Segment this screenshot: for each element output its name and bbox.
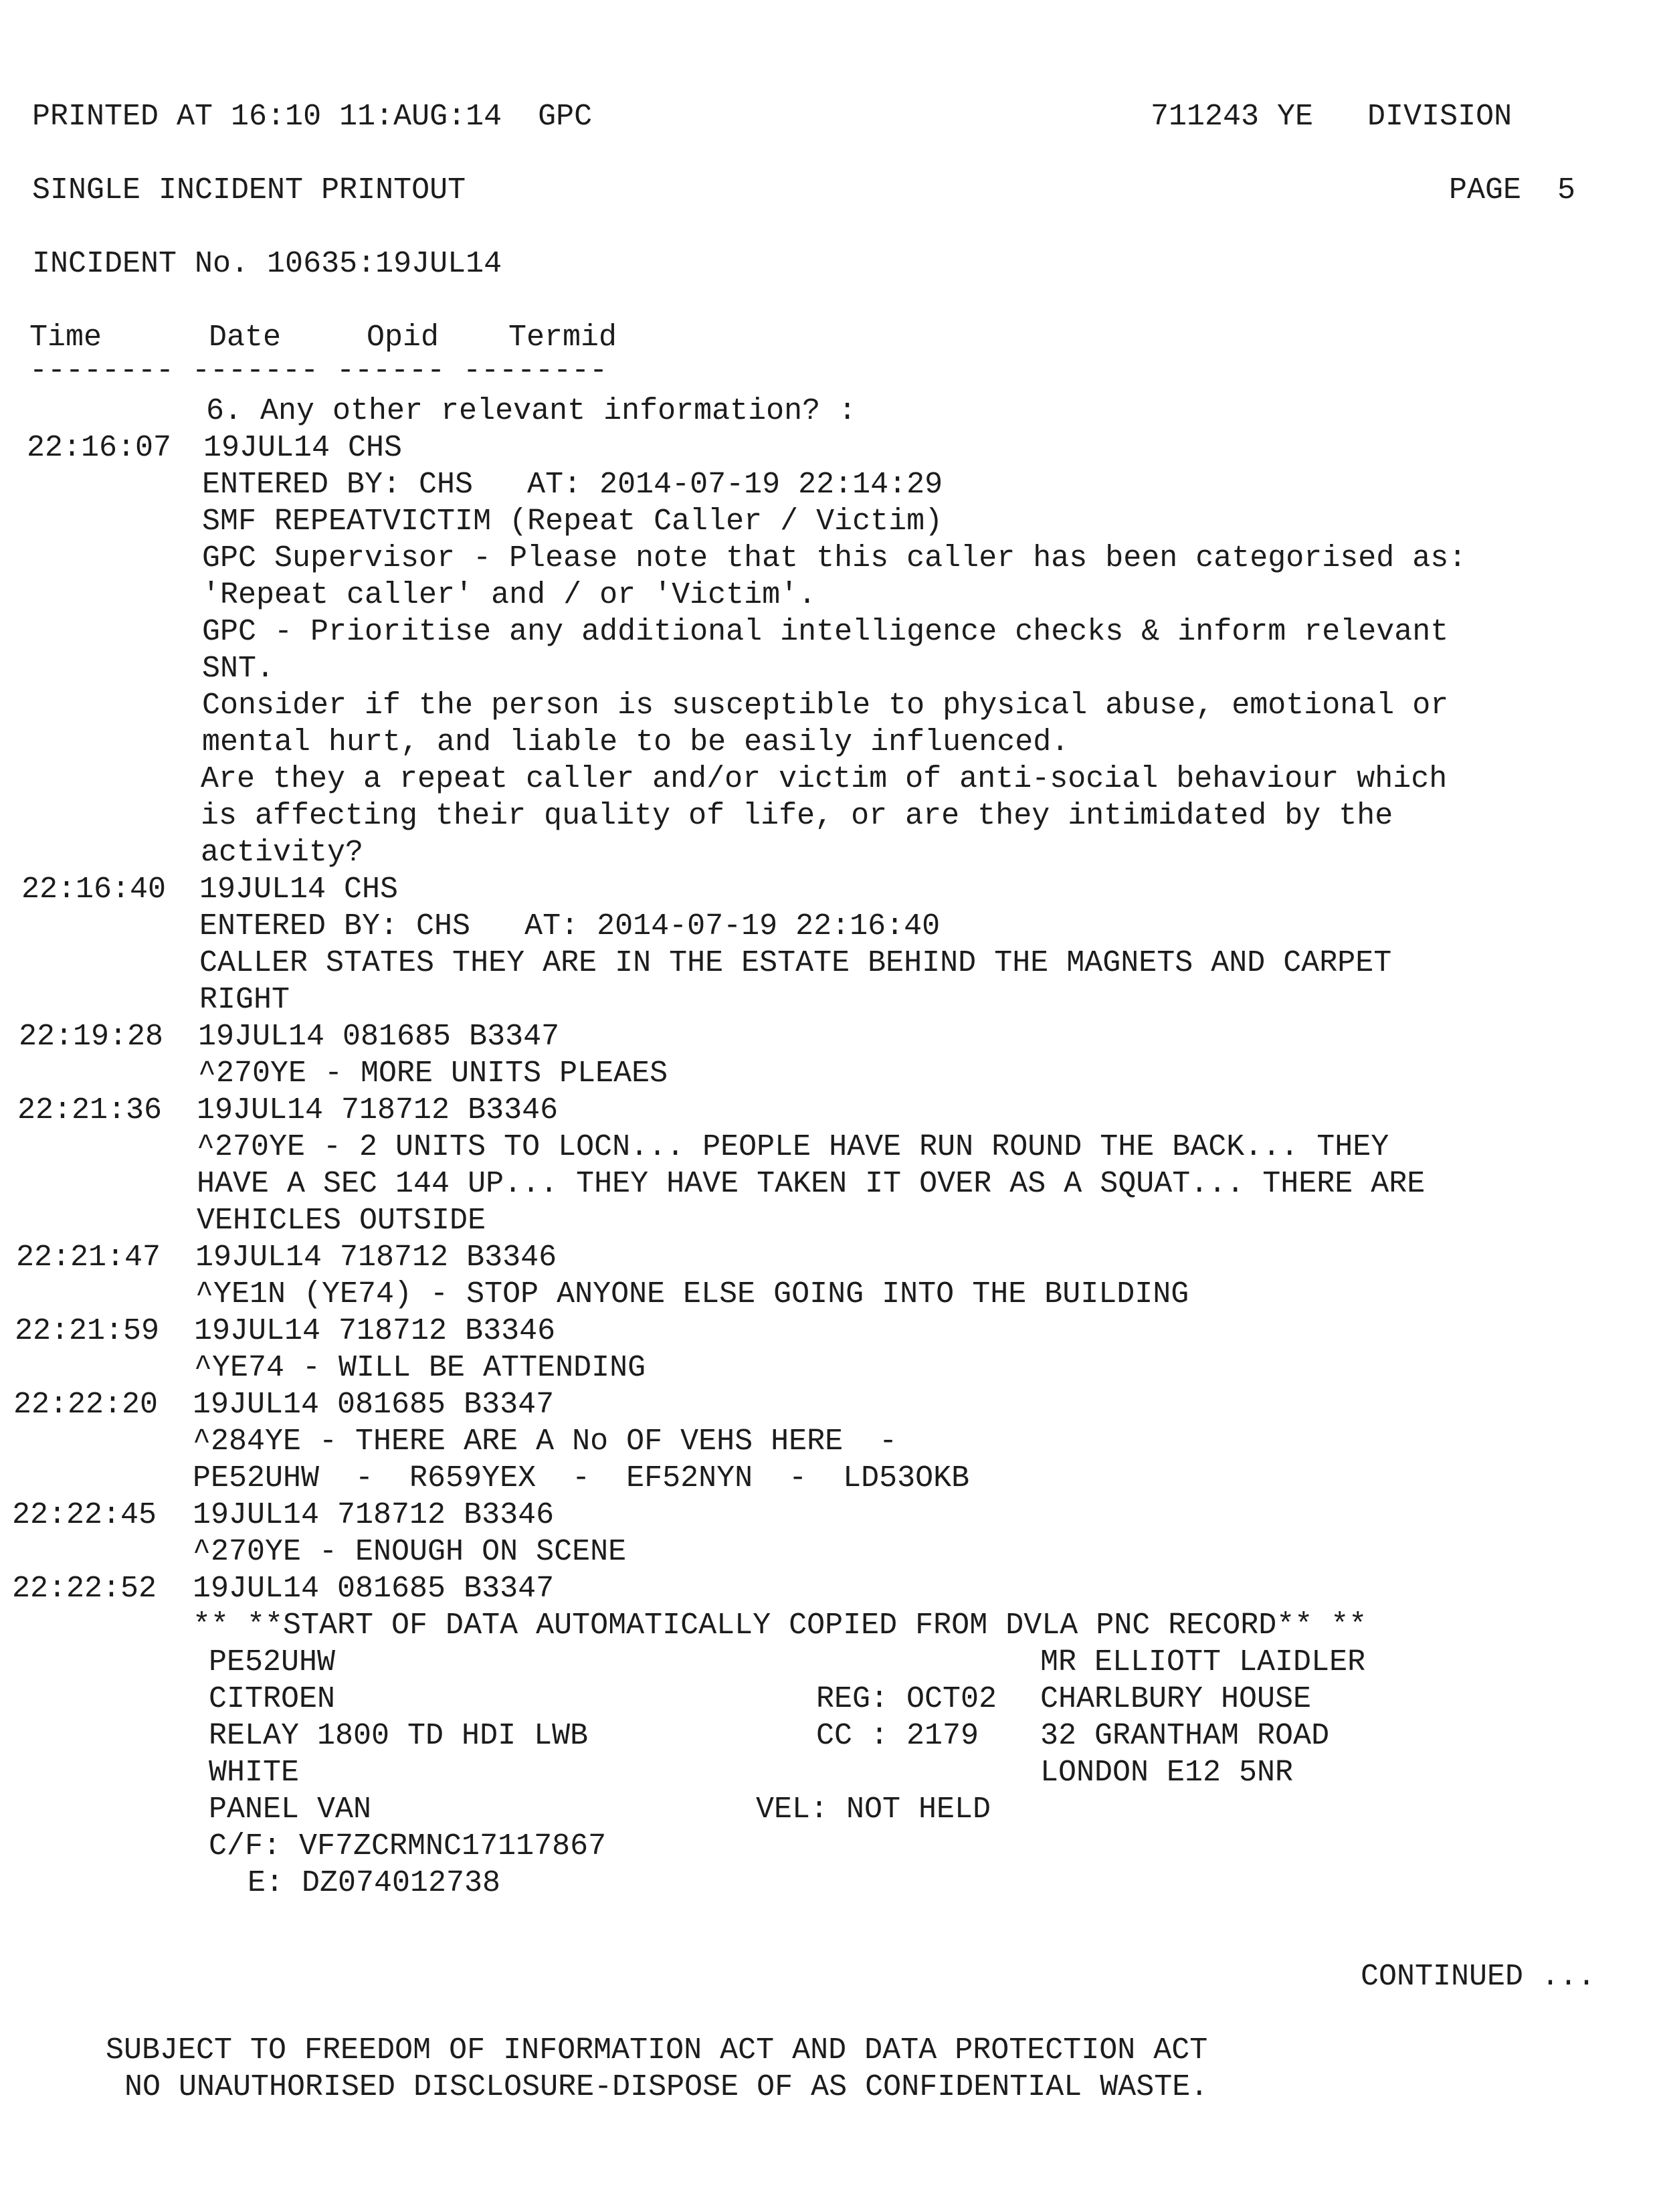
keeper-address-line-1: CHARLBURY HOUSE [1040, 1682, 1312, 1716]
log-line-text: 19JUL14 718712 B3346 [194, 1314, 556, 1348]
vehicle-engine-number: E: DZ074012738 [248, 1866, 501, 1900]
log-line-text: HAVE A SEC 144 UP... THEY HAVE TAKEN IT OVER AS A SQUAT... THERE ARE [197, 1167, 1426, 1201]
log-line-time: 22:22:45 [12, 1498, 157, 1532]
column-header-opid: Opid [367, 320, 440, 355]
document-title: SINGLE INCIDENT PRINTOUT [32, 173, 466, 207]
vehicle-colour: WHITE [209, 1756, 300, 1790]
log-line-text: 19JUL14 718712 B3346 [193, 1498, 555, 1532]
log-line-text: ENTERED BY: CHS AT: 2014-07-19 22:14:29 [202, 468, 943, 502]
log-line-text: GPC - Prioritise any additional intelligence checks & inform relevant [202, 615, 1449, 649]
log-line-text: 19JUL14 081685 B3347 [193, 1572, 555, 1606]
column-header-date: Date [209, 320, 282, 355]
log-line-text: ENTERED BY: CHS AT: 2014-07-19 22:16:40 [199, 909, 941, 943]
vehicle-body-type: PANEL VAN [209, 1792, 372, 1827]
keeper-address-line-2: 32 GRANTHAM ROAD [1040, 1719, 1330, 1753]
log-line-text: ^270YE - 2 UNITS TO LOCN... PEOPLE HAVE RUN ROUND THE BACK... THEY [197, 1130, 1389, 1164]
continued-marker: CONTINUED ... [1361, 1960, 1596, 1994]
log-line-time: 22:16:40 [21, 872, 167, 907]
vehicle-registration: PE52UHW [209, 1645, 336, 1679]
log-line-text: is affecting their quality of life, or are they intimidated by the [201, 799, 1393, 833]
log-line-text: Are they a repeat caller and/or victim of anti-social behaviour which [201, 762, 1448, 796]
log-line-time: 22:19:28 [19, 1020, 164, 1054]
log-line-text: 19JUL14 081685 B3347 [198, 1020, 560, 1054]
log-line-text: mental hurt, and liable to be easily influenced. [202, 725, 1070, 759]
log-line-text: VEHICLES OUTSIDE [197, 1204, 486, 1238]
log-line-text: activity? [201, 836, 364, 870]
vehicle-chassis-number: C/F: VF7ZCRMNC17117867 [209, 1829, 607, 1863]
column-header-termid: Termid [508, 320, 617, 355]
log-line-text: SMF REPEATVICTIM (Repeat Caller / Victim) [202, 504, 943, 539]
legal-notice-line-2: NO UNAUTHORISED DISCLOSURE-DISPOSE OF AS CONFIDENTIAL WASTE. [124, 2070, 1209, 2104]
vehicle-model: RELAY 1800 TD HDI LWB [209, 1719, 589, 1753]
vehicle-make: CITROEN [209, 1682, 336, 1716]
keeper-address-line-3: LONDON E12 5NR [1040, 1756, 1294, 1790]
log-line-text: 19JUL14 081685 B3347 [193, 1388, 555, 1422]
log-line-text: ^284YE - THERE ARE A No OF VEHS HERE - [193, 1424, 898, 1459]
vehicle-vel: VEL: NOT HELD [756, 1792, 991, 1827]
vehicle-cc: CC : 2179 [816, 1719, 979, 1753]
log-line-text: 'Repeat caller' and / or 'Victim'. [202, 578, 817, 612]
printed-at: PRINTED AT 16:10 11:AUG:14 GPC [32, 100, 593, 134]
page-number: PAGE 5 [1449, 173, 1576, 207]
log-line-text: RIGHT [199, 983, 290, 1017]
log-line-text: 6. Any other relevant information? : [206, 394, 857, 428]
log-line-time: 22:21:47 [16, 1240, 161, 1275]
log-line-text: SNT. [202, 652, 275, 686]
log-line-time: 22:16:07 [27, 431, 172, 465]
log-line-text: GPC Supervisor - Please note that this caller has been categorised as: [202, 541, 1467, 575]
station-division: 711243 YE DIVISION [1151, 100, 1512, 134]
log-line-text: 19JUL14 718712 B3346 [195, 1240, 557, 1275]
log-line-text: ^270YE - ENOUGH ON SCENE [193, 1535, 627, 1569]
log-line-text: PE52UHW - R659YEX - EF52NYN - LD53OKB [193, 1461, 970, 1495]
log-line-text: 19JUL14 CHS [203, 431, 403, 465]
log-line-text: ^YE1N (YE74) - STOP ANYONE ELSE GOING INTO THE BUILDING [195, 1277, 1189, 1311]
log-line-time: 22:21:36 [17, 1093, 163, 1127]
log-line-text: 19JUL14 718712 B3346 [197, 1093, 559, 1127]
log-line-time: 22:21:59 [15, 1314, 160, 1348]
log-line-text: ^270YE - MORE UNITS PLEAES [198, 1056, 668, 1091]
log-line-time: 22:22:52 [12, 1572, 157, 1606]
vehicle-reg-date: REG: OCT02 [816, 1682, 997, 1716]
log-line-text: 19JUL14 CHS [199, 872, 399, 907]
legal-notice-line-1: SUBJECT TO FREEDOM OF INFORMATION ACT AND DATA PROTECTION ACT [106, 2033, 1208, 2067]
log-line-text: CALLER STATES THEY ARE IN THE ESTATE BEHIND THE MAGNETS AND CARPET [199, 946, 1392, 980]
log-line-time: 22:22:20 [13, 1388, 159, 1422]
column-header-time: Time [29, 320, 102, 355]
incident-number: INCIDENT No. 10635:19JUL14 [32, 247, 502, 281]
dvla-record-banner: ** **START OF DATA AUTOMATICALLY COPIED FROM DVLA PNC RECORD** ** [193, 1608, 1367, 1643]
column-header-rule: -------- ------- ------ -------- [29, 354, 608, 388]
log-line-text: ^YE74 - WILL BE ATTENDING [194, 1351, 646, 1385]
keeper-name: MR ELLIOTT LAIDLER [1040, 1645, 1366, 1679]
log-line-text: Consider if the person is susceptible to physical abuse, emotional or [202, 688, 1449, 723]
